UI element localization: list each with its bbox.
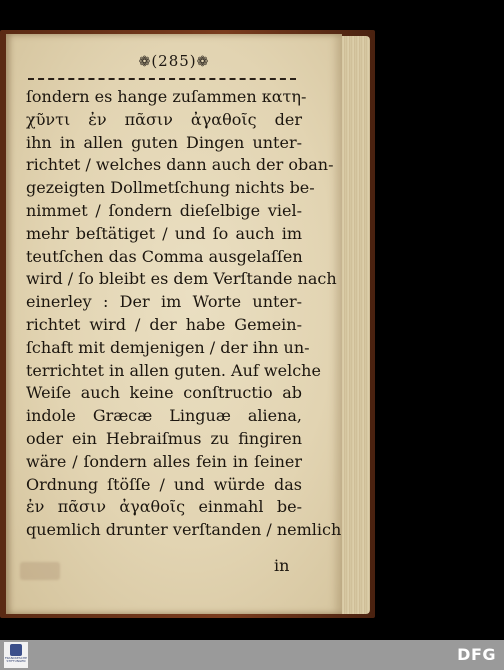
text-line: ἐν πᾶσιν ἀγαθοῖς einmahl be- xyxy=(26,497,302,517)
text-line: wird / ſo bleibt es dem Verſtande nach xyxy=(26,269,337,289)
text-line: ſchaft mit demjenigen / der ihn un- xyxy=(26,337,310,357)
ornament-right-icon: ❁ xyxy=(196,54,210,70)
text-line: Weiſe auch keine conſtructio ab xyxy=(26,383,302,403)
text-line: quemlich drunter verſtanden / nemlich xyxy=(26,520,342,540)
text-line: ſondern es hange zuſammen κατη- xyxy=(26,87,307,106)
text-line: richtet wird / der habe Gemein- xyxy=(26,314,302,334)
text-line: terrichtet in allen guten. Auf welche xyxy=(26,360,321,380)
footer-bar xyxy=(0,640,504,670)
header-rule xyxy=(28,78,296,80)
text-line: einerley : Der im Worte unter- xyxy=(26,292,302,312)
text-line: nimmet / ſondern dieſelbige viel- xyxy=(26,200,302,220)
dfg-logo[interactable]: DFG xyxy=(457,645,496,664)
catchword: in xyxy=(274,556,290,575)
text-line: teutſchen das Comma ausgelaſſen xyxy=(26,246,303,266)
text-line: ihn in allen guten Dingen unter- xyxy=(26,132,302,152)
body-text xyxy=(26,86,342,542)
ink-bleed-smudge xyxy=(20,562,60,580)
logo-line-1: FRANCKESCHE xyxy=(4,656,28,660)
text-line: wäre / ſondern alles fein in ſeiner xyxy=(26,451,302,471)
page-number: (285) xyxy=(151,52,197,70)
text-line: Ordnung ſtöſſe / und würde das xyxy=(26,474,302,494)
emblem-icon xyxy=(10,644,22,656)
franckesche-stiftungen-logo[interactable] xyxy=(4,642,28,668)
text-line: oder ein Hebraiſmus zu fingiren xyxy=(26,428,302,448)
book xyxy=(0,30,380,620)
ornament-left-icon: ❁ xyxy=(138,54,152,70)
text-line: χῦντι ἐν πᾶσιν ἀγαθοῖς der xyxy=(26,109,302,129)
book-page xyxy=(6,34,342,614)
text-line: gezeigten Dollmetſchung nichts be- xyxy=(26,178,315,198)
text-line: mehr beſtätiget / und ſo auch im xyxy=(26,223,302,243)
text-line: indole Græcæ Linguæ aliena, xyxy=(26,406,302,426)
logo-line-2: STIFTUNGEN xyxy=(6,659,26,663)
text-line: richtet / welches dann auch der oban- xyxy=(26,155,334,175)
page-header xyxy=(6,52,342,70)
